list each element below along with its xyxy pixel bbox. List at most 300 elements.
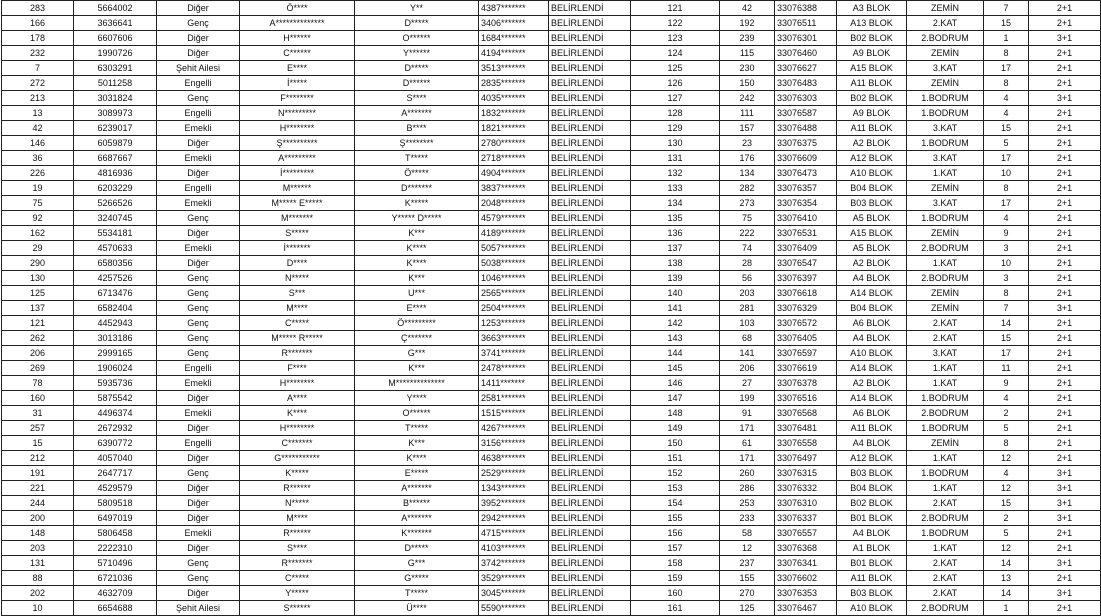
cell-applicant-no: 2647717 [74, 466, 157, 481]
cell-unit-code: 33076303 [775, 91, 837, 106]
cell-last-name: Y****** [355, 46, 479, 61]
cell-block: A14 BLOK [837, 391, 907, 406]
cell-first-name: R******* [240, 556, 355, 571]
cell-first-name: A**** [240, 391, 355, 406]
cell-door-no: 2 [984, 511, 1029, 526]
cell-door-no: 17 [984, 61, 1029, 76]
cell-last-name: K*** [355, 436, 479, 451]
cell-last-name: O****** [355, 406, 479, 421]
cell-last-name: Y**** [355, 391, 479, 406]
cell-floor: 3.KAT [907, 346, 984, 361]
cell-first-name: K***** [240, 466, 355, 481]
cell-last-name: K*** [355, 361, 479, 376]
cell-applicant-no: 5266526 [74, 196, 157, 211]
cell-draw-order: 146 [631, 376, 720, 391]
cell-room-type: 2+1 [1029, 571, 1101, 586]
cell-room-type: 3+1 [1029, 481, 1101, 496]
cell-room-type: 3+1 [1029, 91, 1101, 106]
cell-floor: ZEMİN [907, 286, 984, 301]
cell-room-type: 2+1 [1029, 541, 1101, 556]
cell-unit-code: 33076473 [775, 166, 837, 181]
cell-last-name: G*** [355, 556, 479, 571]
cell-draw-order: 121 [631, 1, 720, 16]
cell-applicant-no: 5534181 [74, 226, 157, 241]
cell-status: BELİRLENDİ [549, 571, 631, 586]
cell-category: Genç [157, 91, 240, 106]
cell-list-no: 257 [2, 421, 74, 436]
cell-draw-order: 147 [631, 391, 720, 406]
cell-list-no: 148 [2, 526, 74, 541]
cell-unit-code: 33076618 [775, 286, 837, 301]
cell-door-no: 12 [984, 541, 1029, 556]
cell-status: BELİRLENDİ [549, 286, 631, 301]
cell-draw-order: 156 [631, 526, 720, 541]
cell-applicant-no: 1906024 [74, 361, 157, 376]
cell-door-no: 4 [984, 391, 1029, 406]
cell-room-type: 3+1 [1029, 496, 1101, 511]
cell-first-name: M**** [240, 511, 355, 526]
cell-applicant-no: 6607606 [74, 31, 157, 46]
cell-category: Emekli [157, 376, 240, 391]
cell-list-no: 283 [2, 1, 74, 16]
cell-block: B03 BLOK [837, 586, 907, 601]
cell-applicant-no: 6390772 [74, 436, 157, 451]
cell-door-no: 14 [984, 586, 1029, 601]
cell-door-no: 13 [984, 571, 1029, 586]
cell-draw-order: 129 [631, 121, 720, 136]
cell-list-no: 121 [2, 316, 74, 331]
cell-unit-no: 222 [720, 226, 775, 241]
cell-door-no: 12 [984, 451, 1029, 466]
cell-block: A10 BLOK [837, 346, 907, 361]
cell-applicant-no: 5935736 [74, 376, 157, 391]
cell-unit-no: 192 [720, 16, 775, 31]
cell-unit-no: 12 [720, 541, 775, 556]
cell-draw-order: 136 [631, 226, 720, 241]
cell-door-no: 5 [984, 136, 1029, 151]
cell-first-name: İ******* [240, 241, 355, 256]
cell-unit-no: 171 [720, 421, 775, 436]
cell-tc-id: 3741******* [479, 346, 549, 361]
cell-draw-order: 149 [631, 421, 720, 436]
cell-tc-id: 2529******* [479, 466, 549, 481]
cell-last-name: M************** [355, 376, 479, 391]
cell-status: BELİRLENDİ [549, 511, 631, 526]
cell-block: B03 BLOK [837, 196, 907, 211]
cell-first-name: Y***** [240, 586, 355, 601]
cell-first-name: C******* [240, 436, 355, 451]
cell-list-no: 226 [2, 166, 74, 181]
cell-applicant-no: 6582404 [74, 301, 157, 316]
cell-unit-no: 155 [720, 571, 775, 586]
cell-draw-order: 142 [631, 316, 720, 331]
cell-first-name: R****** [240, 526, 355, 541]
cell-category: Şehit Ailesi [157, 61, 240, 76]
cell-floor: 2.KAT [907, 331, 984, 346]
cell-room-type: 2+1 [1029, 346, 1101, 361]
table-row [2, 556, 1101, 571]
cell-door-no: 15 [984, 121, 1029, 136]
cell-status: BELİRLENDİ [549, 526, 631, 541]
cell-unit-no: 56 [720, 271, 775, 286]
cell-draw-order: 154 [631, 496, 720, 511]
cell-unit-code: 33076511 [775, 16, 837, 31]
cell-last-name: K**** [355, 256, 479, 271]
cell-door-no: 3 [984, 241, 1029, 256]
cell-room-type: 2+1 [1029, 526, 1101, 541]
cell-list-no: 200 [2, 511, 74, 526]
cell-applicant-no: 5809518 [74, 496, 157, 511]
cell-tc-id: 3952******* [479, 496, 549, 511]
cell-list-no: 29 [2, 241, 74, 256]
cell-tc-id: 2504******* [479, 301, 549, 316]
cell-unit-code: 33076357 [775, 181, 837, 196]
cell-category: Diğer [157, 511, 240, 526]
cell-category: Diğer [157, 136, 240, 151]
cell-unit-code: 33076354 [775, 196, 837, 211]
cell-last-name: E***** [355, 466, 479, 481]
cell-room-type: 3+1 [1029, 511, 1101, 526]
cell-first-name: R****** [240, 481, 355, 496]
cell-room-type: 2+1 [1029, 286, 1101, 301]
cell-door-no: 8 [984, 181, 1029, 196]
cell-last-name: Ü**** [355, 601, 479, 616]
cell-first-name: İ***** [240, 76, 355, 91]
cell-tc-id: 4035******* [479, 91, 549, 106]
cell-block: B04 BLOK [837, 301, 907, 316]
cell-tc-id: 1832******* [479, 106, 549, 121]
table-row [2, 226, 1101, 241]
cell-category: Diğer [157, 391, 240, 406]
cell-first-name: İ********* [240, 166, 355, 181]
cell-room-type: 3+1 [1029, 301, 1101, 316]
cell-block: A2 BLOK [837, 136, 907, 151]
cell-last-name: K**** [355, 451, 479, 466]
cell-draw-order: 139 [631, 271, 720, 286]
table-row [2, 406, 1101, 421]
cell-first-name: H****** [240, 31, 355, 46]
cell-unit-code: 33076602 [775, 571, 837, 586]
cell-block: A15 BLOK [837, 61, 907, 76]
cell-unit-no: 111 [720, 106, 775, 121]
cell-unit-no: 103 [720, 316, 775, 331]
cell-floor: ZEMİN [907, 436, 984, 451]
cell-draw-order: 135 [631, 211, 720, 226]
cell-room-type: 2+1 [1029, 376, 1101, 391]
cell-tc-id: 4904******* [479, 166, 549, 181]
cell-unit-code: 33076310 [775, 496, 837, 511]
cell-draw-order: 157 [631, 541, 720, 556]
cell-status: BELİRLENDİ [549, 346, 631, 361]
cell-first-name: N********* [240, 106, 355, 121]
table-row [2, 256, 1101, 271]
cell-block: A11 BLOK [837, 421, 907, 436]
cell-last-name: Y***** D***** [355, 211, 479, 226]
cell-unit-no: 68 [720, 331, 775, 346]
cell-first-name: E**** [240, 61, 355, 76]
cell-door-no: 11 [984, 361, 1029, 376]
cell-unit-code: 33076460 [775, 46, 837, 61]
cell-status: BELİRLENDİ [549, 376, 631, 391]
table-row [2, 211, 1101, 226]
cell-list-no: 162 [2, 226, 74, 241]
cell-category: Şehit Ailesi [157, 601, 240, 616]
cell-status: BELİRLENDİ [549, 541, 631, 556]
table-row [2, 91, 1101, 106]
cell-category: Genç [157, 556, 240, 571]
cell-unit-no: 171 [720, 451, 775, 466]
cell-category: Emekli [157, 121, 240, 136]
cell-floor: ZEMİN [907, 46, 984, 61]
cell-floor: ZEMİN [907, 181, 984, 196]
cell-draw-order: 127 [631, 91, 720, 106]
cell-floor: 1.BODRUM [907, 91, 984, 106]
cell-list-no: 191 [2, 466, 74, 481]
cell-category: Engelli [157, 361, 240, 376]
cell-list-no: 160 [2, 391, 74, 406]
cell-unit-code: 33076405 [775, 331, 837, 346]
cell-room-type: 2+1 [1029, 106, 1101, 121]
cell-last-name: A******* [355, 511, 479, 526]
cell-status: BELİRLENDİ [549, 181, 631, 196]
cell-last-name: T***** [355, 421, 479, 436]
cell-block: B02 BLOK [837, 31, 907, 46]
cell-category: Diğer [157, 451, 240, 466]
cell-tc-id: 3837******* [479, 181, 549, 196]
cell-status: BELİRLENDİ [549, 421, 631, 436]
cell-status: BELİRLENDİ [549, 76, 631, 91]
cell-applicant-no: 4257526 [74, 271, 157, 286]
cell-tc-id: 1821******* [479, 121, 549, 136]
cell-unit-code: 33076497 [775, 451, 837, 466]
cell-category: Diğer [157, 1, 240, 16]
cell-door-no: 9 [984, 376, 1029, 391]
cell-block: B03 BLOK [837, 466, 907, 481]
cell-block: B01 BLOK [837, 511, 907, 526]
table-row [2, 331, 1101, 346]
table-row [2, 601, 1101, 616]
table-body [2, 1, 1101, 616]
cell-category: Genç [157, 271, 240, 286]
cell-first-name: A********* [240, 151, 355, 166]
cell-floor: 1.KAT [907, 166, 984, 181]
cell-status: BELİRLENDİ [549, 331, 631, 346]
cell-tc-id: 2581******* [479, 391, 549, 406]
cell-first-name: C***** [240, 316, 355, 331]
cell-first-name: C***** [240, 571, 355, 586]
cell-list-no: 19 [2, 181, 74, 196]
cell-list-no: 203 [2, 541, 74, 556]
cell-room-type: 2+1 [1029, 256, 1101, 271]
cell-unit-code: 33076619 [775, 361, 837, 376]
cell-first-name: M****** [240, 181, 355, 196]
cell-door-no: 4 [984, 106, 1029, 121]
cell-block: B02 BLOK [837, 496, 907, 511]
cell-category: Genç [157, 571, 240, 586]
cell-applicant-no: 6203229 [74, 181, 157, 196]
cell-list-no: 31 [2, 406, 74, 421]
table-row [2, 436, 1101, 451]
cell-floor: 2.KAT [907, 571, 984, 586]
cell-unit-code: 33076337 [775, 511, 837, 526]
cell-category: Engelli [157, 181, 240, 196]
cell-unit-no: 157 [720, 121, 775, 136]
cell-door-no: 4 [984, 91, 1029, 106]
cell-category: Genç [157, 301, 240, 316]
cell-unit-no: 273 [720, 196, 775, 211]
table-row [2, 361, 1101, 376]
table-row [2, 151, 1101, 166]
table-row [2, 541, 1101, 556]
cell-applicant-no: 4529579 [74, 481, 157, 496]
cell-applicant-no: 5806458 [74, 526, 157, 541]
cell-applicant-no: 1990726 [74, 46, 157, 61]
cell-unit-no: 58 [720, 526, 775, 541]
cell-category: Diğer [157, 541, 240, 556]
cell-block: A10 BLOK [837, 166, 907, 181]
cell-list-no: 272 [2, 76, 74, 91]
cell-list-no: 221 [2, 481, 74, 496]
cell-category: Emekli [157, 151, 240, 166]
table-row [2, 421, 1101, 436]
cell-block: B02 BLOK [837, 91, 907, 106]
cell-draw-order: 134 [631, 196, 720, 211]
cell-floor: 3.KAT [907, 196, 984, 211]
cell-door-no: 10 [984, 166, 1029, 181]
cell-list-no: 262 [2, 331, 74, 346]
cell-category: Emekli [157, 241, 240, 256]
cell-block: A5 BLOK [837, 241, 907, 256]
cell-floor: 1.KAT [907, 481, 984, 496]
cell-unit-no: 28 [720, 256, 775, 271]
cell-tc-id: 1411******* [479, 376, 549, 391]
cell-category: Diğer [157, 166, 240, 181]
cell-block: A10 BLOK [837, 601, 907, 616]
cell-first-name: S**** [240, 541, 355, 556]
cell-floor: 1.KAT [907, 361, 984, 376]
cell-list-no: 78 [2, 376, 74, 391]
cell-category: Genç [157, 331, 240, 346]
cell-draw-order: 131 [631, 151, 720, 166]
cell-room-type: 2+1 [1029, 331, 1101, 346]
cell-door-no: 5 [984, 526, 1029, 541]
cell-unit-code: 33076557 [775, 526, 837, 541]
cell-room-type: 2+1 [1029, 76, 1101, 91]
cell-last-name: G***** [355, 571, 479, 586]
cell-door-no: 15 [984, 496, 1029, 511]
cell-unit-no: 233 [720, 511, 775, 526]
cell-draw-order: 123 [631, 31, 720, 46]
cell-unit-code: 33076531 [775, 226, 837, 241]
cell-tc-id: 5038******* [479, 256, 549, 271]
cell-unit-no: 176 [720, 151, 775, 166]
cell-draw-order: 137 [631, 241, 720, 256]
cell-room-type: 2+1 [1029, 136, 1101, 151]
cell-door-no: 12 [984, 481, 1029, 496]
cell-applicant-no: 4570633 [74, 241, 157, 256]
table-row [2, 61, 1101, 76]
cell-applicant-no: 2999165 [74, 346, 157, 361]
cell-floor: 1.KAT [907, 451, 984, 466]
cell-first-name: N***** [240, 496, 355, 511]
cell-block: A15 BLOK [837, 226, 907, 241]
cell-draw-order: 152 [631, 466, 720, 481]
cell-room-type: 2+1 [1029, 166, 1101, 181]
cell-status: BELİRLENDİ [549, 136, 631, 151]
cell-block: A6 BLOK [837, 406, 907, 421]
cell-last-name: B****** [355, 496, 479, 511]
cell-last-name: Ö***** [355, 166, 479, 181]
cell-unit-no: 115 [720, 46, 775, 61]
cell-draw-order: 145 [631, 361, 720, 376]
cell-unit-no: 74 [720, 241, 775, 256]
cell-last-name: K*** [355, 271, 479, 286]
cell-room-type: 2+1 [1029, 151, 1101, 166]
cell-tc-id: 1046******* [479, 271, 549, 286]
cell-last-name: Y** [355, 1, 479, 16]
cell-floor: ZEMİN [907, 76, 984, 91]
cell-block: A11 BLOK [837, 121, 907, 136]
cell-list-no: 130 [2, 271, 74, 286]
cell-unit-no: 42 [720, 1, 775, 16]
cell-floor: 2.KAT [907, 16, 984, 31]
cell-tc-id: 4189******* [479, 226, 549, 241]
cell-room-type: 2+1 [1029, 61, 1101, 76]
cell-list-no: 7 [2, 61, 74, 76]
cell-status: BELİRLENDİ [549, 391, 631, 406]
cell-applicant-no: 3636641 [74, 16, 157, 31]
cell-unit-code: 33076627 [775, 61, 837, 76]
cell-unit-code: 33076368 [775, 541, 837, 556]
cell-applicant-no: 3031824 [74, 91, 157, 106]
cell-list-no: 244 [2, 496, 74, 511]
cell-floor: 3.KAT [907, 61, 984, 76]
cell-floor: 2.BODRUM [907, 271, 984, 286]
allocation-table [1, 0, 1101, 616]
table-row [2, 46, 1101, 61]
cell-unit-no: 75 [720, 211, 775, 226]
cell-category: Genç [157, 211, 240, 226]
cell-applicant-no: 5664002 [74, 1, 157, 16]
cell-unit-no: 270 [720, 586, 775, 601]
cell-list-no: 269 [2, 361, 74, 376]
cell-room-type: 2+1 [1029, 421, 1101, 436]
cell-room-type: 2+1 [1029, 271, 1101, 286]
cell-floor: ZEMİN [907, 1, 984, 16]
cell-unit-code: 33076329 [775, 301, 837, 316]
cell-floor: 1.BODRUM [907, 211, 984, 226]
cell-block: B04 BLOK [837, 181, 907, 196]
cell-first-name: R******* [240, 346, 355, 361]
cell-category: Diğer [157, 256, 240, 271]
cell-category: Diğer [157, 31, 240, 46]
cell-unit-code: 33076315 [775, 466, 837, 481]
cell-list-no: 10 [2, 601, 74, 616]
cell-tc-id: 5057******* [479, 241, 549, 256]
cell-draw-order: 140 [631, 286, 720, 301]
cell-list-no: 42 [2, 121, 74, 136]
cell-category: Genç [157, 346, 240, 361]
cell-unit-code: 33076609 [775, 151, 837, 166]
cell-door-no: 10 [984, 256, 1029, 271]
cell-list-no: 125 [2, 286, 74, 301]
cell-applicant-no: 5710496 [74, 556, 157, 571]
cell-last-name: U*** [355, 286, 479, 301]
cell-applicant-no: 3089973 [74, 106, 157, 121]
cell-list-no: 75 [2, 196, 74, 211]
cell-category: Genç [157, 316, 240, 331]
cell-last-name: A******* [355, 106, 479, 121]
